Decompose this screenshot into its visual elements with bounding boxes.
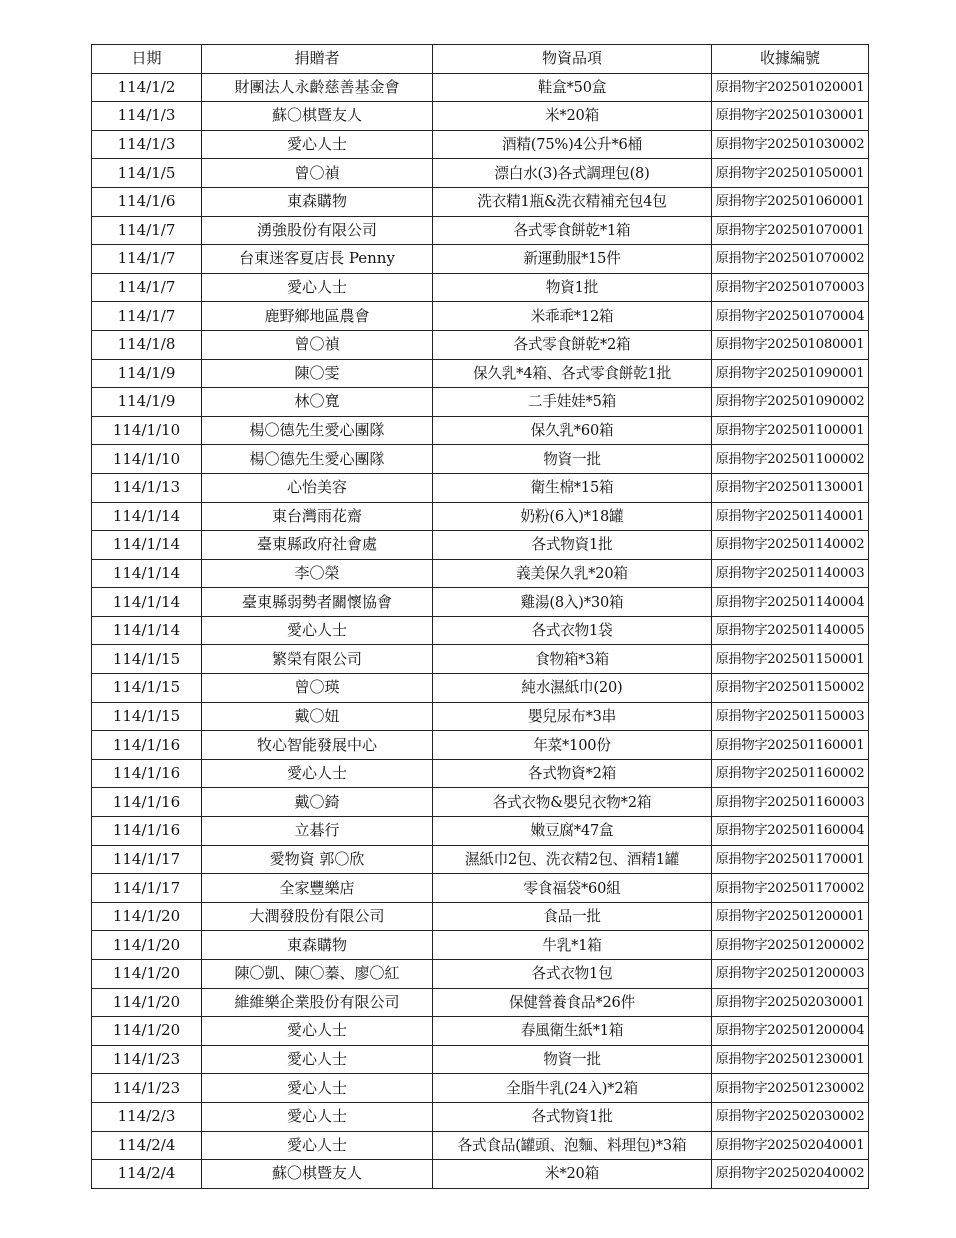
cell-donor: 愛心人士	[202, 1131, 433, 1160]
cell-receipt: 原捐物字202501100001	[712, 416, 869, 445]
cell-receipt: 原捐物字202501140004	[712, 588, 869, 617]
cell-items: 嬰兒尿布*3串	[433, 702, 712, 731]
cell-receipt: 原捐物字202501160001	[712, 731, 869, 760]
cell-donor: 曾〇瑛	[202, 674, 433, 703]
cell-date: 114/1/17	[92, 845, 202, 874]
cell-items: 牛乳*1箱	[433, 931, 712, 960]
table-row	[92, 302, 869, 331]
cell-items: 各式零食餅乾*2箱	[433, 330, 712, 359]
cell-donor: 愛心人士	[202, 1074, 433, 1103]
cell-items: 春風衛生紙*1箱	[433, 1017, 712, 1046]
cell-donor: 蘇〇棋暨友人	[202, 1160, 433, 1189]
table-row	[92, 531, 869, 560]
donation-table	[91, 44, 869, 1189]
cell-items: 嫩豆腐*47盒	[433, 817, 712, 846]
cell-donor: 繁榮有限公司	[202, 645, 433, 674]
cell-receipt: 原捐物字202501140005	[712, 616, 869, 645]
cell-date: 114/1/15	[92, 702, 202, 731]
cell-receipt: 原捐物字202501060001	[712, 187, 869, 216]
table-row	[92, 502, 869, 531]
table-row	[92, 674, 869, 703]
table-row	[92, 702, 869, 731]
cell-receipt: 原捐物字202501140001	[712, 502, 869, 531]
cell-date: 114/1/20	[92, 902, 202, 931]
cell-date: 114/1/20	[92, 1017, 202, 1046]
table-row	[92, 445, 869, 474]
cell-donor: 全家豐樂店	[202, 874, 433, 903]
cell-date: 114/2/4	[92, 1131, 202, 1160]
cell-donor: 愛心人士	[202, 1045, 433, 1074]
cell-date: 114/2/3	[92, 1102, 202, 1131]
cell-date: 114/1/9	[92, 388, 202, 417]
table-row	[92, 273, 869, 302]
cell-date: 114/1/20	[92, 960, 202, 989]
table-row	[92, 902, 869, 931]
cell-items: 新運動服*15件	[433, 245, 712, 274]
cell-items: 濕紙巾2包、洗衣精2包、酒精1罐	[433, 845, 712, 874]
cell-items: 米*20箱	[433, 1160, 712, 1189]
table-row	[92, 960, 869, 989]
cell-items: 年菜*100份	[433, 731, 712, 760]
cell-date: 114/1/14	[92, 588, 202, 617]
cell-date: 114/1/3	[92, 130, 202, 159]
cell-donor: 愛心人士	[202, 1017, 433, 1046]
table-row	[92, 645, 869, 674]
cell-receipt: 原捐物字202501230002	[712, 1074, 869, 1103]
table-row	[92, 416, 869, 445]
cell-items: 二手娃娃*5箱	[433, 388, 712, 417]
cell-date: 114/1/13	[92, 473, 202, 502]
header-receipt: 收據編號	[712, 45, 869, 74]
cell-date: 114/1/16	[92, 788, 202, 817]
table-row	[92, 559, 869, 588]
table-row	[92, 245, 869, 274]
cell-receipt: 原捐物字202501030002	[712, 130, 869, 159]
cell-receipt: 原捐物字202502040001	[712, 1131, 869, 1160]
cell-donor: 曾〇禎	[202, 159, 433, 188]
cell-date: 114/1/5	[92, 159, 202, 188]
cell-items: 漂白水(3)各式調理包(8)	[433, 159, 712, 188]
table-body	[92, 73, 869, 1188]
cell-date: 114/1/20	[92, 988, 202, 1017]
cell-items: 義美保久乳*20箱	[433, 559, 712, 588]
cell-date: 114/1/14	[92, 531, 202, 560]
table-row	[92, 187, 869, 216]
cell-receipt: 原捐物字202502030001	[712, 988, 869, 1017]
table-row	[92, 216, 869, 245]
cell-date: 114/1/10	[92, 416, 202, 445]
cell-items: 奶粉(6入)*18罐	[433, 502, 712, 531]
cell-receipt: 原捐物字202501160002	[712, 759, 869, 788]
cell-items: 各式衣物&嬰兒衣物*2箱	[433, 788, 712, 817]
cell-date: 114/1/6	[92, 187, 202, 216]
cell-receipt: 原捐物字202501070004	[712, 302, 869, 331]
cell-receipt: 原捐物字202501150003	[712, 702, 869, 731]
table-row	[92, 1045, 869, 1074]
cell-donor: 林〇寬	[202, 388, 433, 417]
cell-date: 114/1/3	[92, 102, 202, 131]
table-row	[92, 817, 869, 846]
cell-donor: 東森購物	[202, 187, 433, 216]
cell-date: 114/1/14	[92, 502, 202, 531]
table-row	[92, 588, 869, 617]
cell-date: 114/1/2	[92, 73, 202, 102]
cell-receipt: 原捐物字202501170002	[712, 874, 869, 903]
cell-receipt: 原捐物字202501170001	[712, 845, 869, 874]
cell-receipt: 原捐物字202502040002	[712, 1160, 869, 1189]
cell-items: 保健營養食品*26件	[433, 988, 712, 1017]
cell-receipt: 原捐物字202501030001	[712, 102, 869, 131]
cell-items: 各式物資*2箱	[433, 759, 712, 788]
cell-donor: 楊〇德先生愛心團隊	[202, 416, 433, 445]
cell-receipt: 原捐物字202501200002	[712, 931, 869, 960]
cell-receipt: 原捐物字202501080001	[712, 330, 869, 359]
table-row	[92, 1017, 869, 1046]
cell-donor: 愛心人士	[202, 1102, 433, 1131]
cell-date: 114/1/14	[92, 616, 202, 645]
cell-receipt: 原捐物字202501140002	[712, 531, 869, 560]
cell-items: 食物箱*3箱	[433, 645, 712, 674]
cell-date: 114/1/15	[92, 645, 202, 674]
cell-donor: 愛心人士	[202, 759, 433, 788]
cell-date: 114/1/9	[92, 359, 202, 388]
cell-donor: 愛心人士	[202, 273, 433, 302]
cell-donor: 陳〇雯	[202, 359, 433, 388]
cell-receipt: 原捐物字202501140003	[712, 559, 869, 588]
cell-donor: 大潤發股份有限公司	[202, 902, 433, 931]
cell-date: 114/1/16	[92, 731, 202, 760]
cell-receipt: 原捐物字202501090002	[712, 388, 869, 417]
cell-items: 保久乳*4箱、各式零食餅乾1批	[433, 359, 712, 388]
cell-date: 114/1/7	[92, 273, 202, 302]
cell-date: 114/1/7	[92, 245, 202, 274]
cell-donor: 鹿野鄉地區農會	[202, 302, 433, 331]
cell-items: 鞋盒*50盒	[433, 73, 712, 102]
table-row	[92, 1074, 869, 1103]
cell-date: 114/1/23	[92, 1074, 202, 1103]
table-row	[92, 102, 869, 131]
table-row	[92, 845, 869, 874]
table-row	[92, 130, 869, 159]
cell-donor: 戴〇錡	[202, 788, 433, 817]
cell-donor: 東台灣雨花齋	[202, 502, 433, 531]
cell-date: 114/1/16	[92, 759, 202, 788]
table-row	[92, 874, 869, 903]
cell-receipt: 原捐物字202501070003	[712, 273, 869, 302]
table-row	[92, 616, 869, 645]
cell-items: 各式物資1批	[433, 1102, 712, 1131]
cell-date: 114/1/7	[92, 216, 202, 245]
table-row	[92, 788, 869, 817]
header-items: 物資品項	[433, 45, 712, 74]
cell-donor: 愛心人士	[202, 616, 433, 645]
cell-date: 114/1/23	[92, 1045, 202, 1074]
cell-donor: 臺東縣弱勢者關懷協會	[202, 588, 433, 617]
cell-items: 各式食品(罐頭、泡麵、料理包)*3箱	[433, 1131, 712, 1160]
cell-items: 各式零食餅乾*1箱	[433, 216, 712, 245]
cell-date: 114/1/7	[92, 302, 202, 331]
table-row	[92, 931, 869, 960]
cell-receipt: 原捐物字202501200004	[712, 1017, 869, 1046]
table-row	[92, 1131, 869, 1160]
cell-items: 米*20箱	[433, 102, 712, 131]
cell-items: 零食福袋*60組	[433, 874, 712, 903]
table-row	[92, 330, 869, 359]
table-row	[92, 731, 869, 760]
cell-items: 各式衣物1袋	[433, 616, 712, 645]
header-date: 日期	[92, 45, 202, 74]
cell-date: 114/2/4	[92, 1160, 202, 1189]
cell-receipt: 原捐物字202501020001	[712, 73, 869, 102]
table-row	[92, 73, 869, 102]
cell-receipt: 原捐物字202501090001	[712, 359, 869, 388]
table-row	[92, 359, 869, 388]
cell-donor: 戴〇妞	[202, 702, 433, 731]
header-donor: 捐贈者	[202, 45, 433, 74]
cell-date: 114/1/10	[92, 445, 202, 474]
cell-items: 衛生棉*15箱	[433, 473, 712, 502]
cell-date: 114/1/16	[92, 817, 202, 846]
cell-donor: 曾〇禎	[202, 330, 433, 359]
cell-date: 114/1/17	[92, 874, 202, 903]
cell-receipt: 原捐物字202501230001	[712, 1045, 869, 1074]
cell-receipt: 原捐物字202501070001	[712, 216, 869, 245]
cell-date: 114/1/8	[92, 330, 202, 359]
table-row	[92, 1160, 869, 1189]
cell-receipt: 原捐物字202501070002	[712, 245, 869, 274]
cell-donor: 愛心人士	[202, 130, 433, 159]
cell-donor: 李〇榮	[202, 559, 433, 588]
cell-receipt: 原捐物字202502030002	[712, 1102, 869, 1131]
cell-items: 酒精(75%)4公升*6桶	[433, 130, 712, 159]
cell-donor: 湧強股份有限公司	[202, 216, 433, 245]
cell-donor: 臺東縣政府社會處	[202, 531, 433, 560]
cell-date: 114/1/20	[92, 931, 202, 960]
table-row	[92, 388, 869, 417]
cell-donor: 心怡美容	[202, 473, 433, 502]
cell-items: 洗衣精1瓶&洗衣精補充包4包	[433, 187, 712, 216]
cell-items: 物資1批	[433, 273, 712, 302]
cell-receipt: 原捐物字202501050001	[712, 159, 869, 188]
cell-receipt: 原捐物字202501130001	[712, 473, 869, 502]
table-row	[92, 759, 869, 788]
cell-donor: 陳〇凱、陳〇蓁、廖〇紅	[202, 960, 433, 989]
cell-receipt: 原捐物字202501150001	[712, 645, 869, 674]
cell-donor: 東森購物	[202, 931, 433, 960]
cell-donor: 財團法人永齡慈善基金會	[202, 73, 433, 102]
cell-donor: 牧心智能發展中心	[202, 731, 433, 760]
table-row	[92, 1102, 869, 1131]
cell-receipt: 原捐物字202501160003	[712, 788, 869, 817]
cell-items: 雞湯(8入)*30箱	[433, 588, 712, 617]
cell-items: 保久乳*60箱	[433, 416, 712, 445]
cell-items: 純水濕紙巾(20)	[433, 674, 712, 703]
cell-receipt: 原捐物字202501150002	[712, 674, 869, 703]
table-row	[92, 159, 869, 188]
cell-items: 物資一批	[433, 1045, 712, 1074]
cell-donor: 愛物資 郭〇欣	[202, 845, 433, 874]
cell-donor: 維維樂企業股份有限公司	[202, 988, 433, 1017]
table-row	[92, 988, 869, 1017]
cell-receipt: 原捐物字202501160004	[712, 817, 869, 846]
cell-items: 全脂牛乳(24入)*2箱	[433, 1074, 712, 1103]
cell-items: 米乖乖*12箱	[433, 302, 712, 331]
cell-donor: 台東迷客夏店長 Penny	[202, 245, 433, 274]
cell-items: 各式物資1批	[433, 531, 712, 560]
cell-donor: 蘇〇棋暨友人	[202, 102, 433, 131]
cell-items: 食品一批	[433, 902, 712, 931]
table-row	[92, 473, 869, 502]
cell-receipt: 原捐物字202501100002	[712, 445, 869, 474]
header-row	[92, 45, 869, 74]
cell-receipt: 原捐物字202501200003	[712, 960, 869, 989]
cell-date: 114/1/15	[92, 674, 202, 703]
cell-items: 物資一批	[433, 445, 712, 474]
cell-donor: 立碁行	[202, 817, 433, 846]
cell-items: 各式衣物1包	[433, 960, 712, 989]
cell-donor: 楊〇德先生愛心團隊	[202, 445, 433, 474]
cell-date: 114/1/14	[92, 559, 202, 588]
cell-receipt: 原捐物字202501200001	[712, 902, 869, 931]
